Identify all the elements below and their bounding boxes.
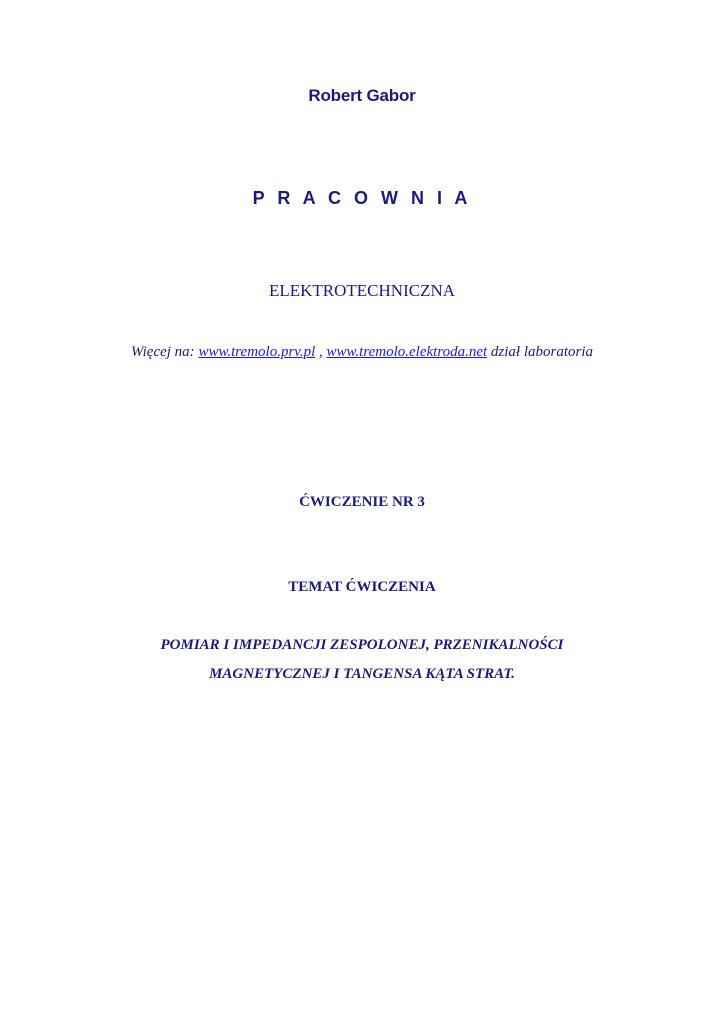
topic-line-2: MAGNETYCZNEJ I TANGENSA KĄTA STRAT. [209,666,515,682]
link-separator: , [315,344,327,360]
link-tremolo-prv[interactable]: www.tremolo.prv.pl [198,344,316,360]
more-prefix-text: Więcej na: [130,344,199,360]
author-name: Robert Gabor [308,86,416,105]
document-subtitle: ELEKTROTECHNICZNA [268,281,456,300]
topic-line-1: POMIAR I IMPEDANCJI ZESPOLONEJ, PRZENIKALNOŚCI [160,637,564,653]
more-suffix-text: dział laboratoria [487,344,594,360]
document-title: P R A C O W N I A [252,188,472,208]
topic-label: TEMAT ĆWICZENIA [288,579,436,595]
exercise-number: ĆWICZENIE NR 3 [299,494,425,510]
link-tremolo-elektroda[interactable]: www.tremolo.elektroda.net [326,344,488,360]
more-info-line [0,344,724,361]
